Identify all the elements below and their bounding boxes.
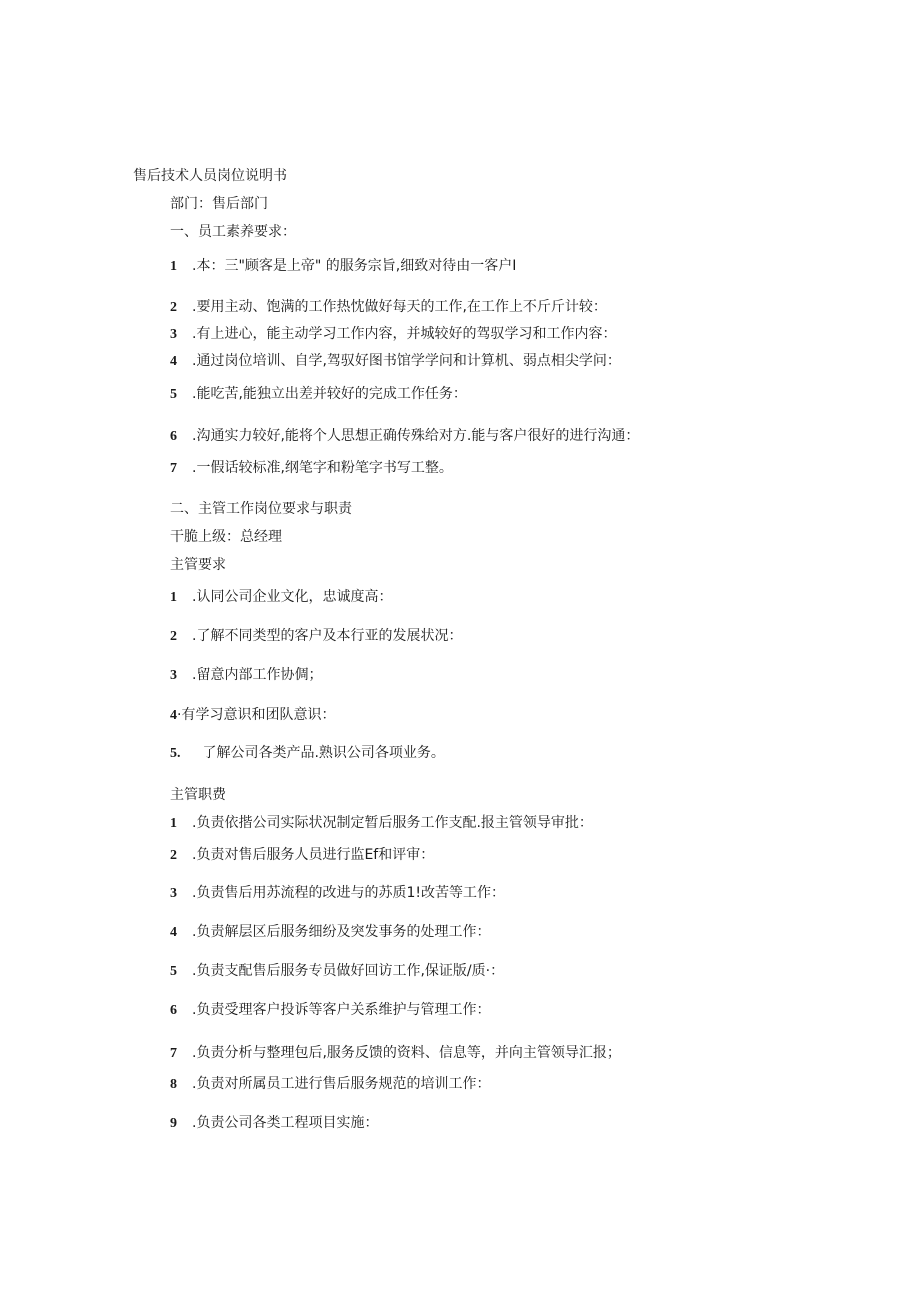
item-text: .负责依揩公司实际状况制定暂后服务工作支配.报主管领导审批： (192, 815, 593, 831)
duty-item (170, 846, 434, 865)
item-text: 了解公司各类产品.熟识公司各项业务。 (198, 745, 445, 761)
item-text: .负责公司各类工程项目实施： (192, 1115, 379, 1131)
section1-item (170, 385, 467, 404)
item-text: .负责售后用苏流程的改进与的苏质1!改苦等工作： (192, 885, 505, 901)
item-text: .有上进心，能主动学习工作内容，并城较好的驾驭学习和工作内容： (192, 326, 617, 342)
section2-heading: 二、主管工作岗位要求与职责 (170, 501, 352, 517)
item-number: 1 (170, 590, 177, 605)
item-number: 3 (170, 327, 177, 342)
item-number: 2 (170, 848, 177, 863)
department-label: 部门：售后部门 (170, 196, 268, 212)
item-number: 7 (170, 461, 177, 476)
item-text: .负责分析与整理包后,服务反馈的资料、信息等，并向主管领导汇报； (192, 1045, 621, 1061)
item-text: .负责支配售后服务专员做好回访工作,保证版/质·： (192, 963, 505, 979)
item-text: .本：三"顾客是上帝" 的服务宗旨,细致对待由一客户I (192, 258, 517, 274)
superior-label: 干脆上级：总经理 (170, 529, 282, 545)
item-number: 7 (170, 1046, 177, 1061)
duty-item (170, 1044, 621, 1063)
item-number: 1 (170, 259, 177, 274)
duty-item (170, 1114, 378, 1133)
item-text: .留意内部工作协倜； (192, 667, 323, 683)
item-text: .通过岗位培训、自学,驾驭好图书馆学学问和计算机、弱点相尖学问： (192, 353, 621, 369)
duty-item (170, 884, 505, 903)
item-text: .能吃苦,能独立出差并较好的完成工作任务： (192, 386, 467, 402)
item-text: .负责受理客户投诉等客户关系维护与管理工作： (192, 1002, 491, 1018)
item-number: 8 (170, 1077, 177, 1092)
duty-item (170, 814, 593, 833)
requirements-heading: 主管要求 (170, 557, 226, 573)
requirement-item (170, 666, 322, 685)
duty-item (170, 1001, 490, 1020)
requirement-item (170, 744, 445, 763)
duties-heading: 主管职费 (170, 787, 226, 803)
item-text: .负责对售后服务人员进行监Ef和评审： (192, 847, 435, 863)
item-number: 3 (170, 668, 177, 683)
item-text: .负责解层区后服务细纷及突发事务的处理工作： (192, 924, 491, 940)
section1-heading: 一、员工素养要求： (170, 224, 296, 240)
item-text: .认同公司企业文化，忠诚度高： (192, 589, 393, 605)
section1-item (170, 257, 516, 276)
requirement-item (170, 588, 392, 607)
item-number: 2 (170, 629, 177, 644)
item-number: 2 (170, 300, 177, 315)
item-text: .了解不同类型的客户及本行亚的发展状况： (192, 628, 463, 644)
item-text: .负责对所属员工进行售后服务规范的培训工作： (192, 1076, 491, 1092)
duty-item (170, 1075, 490, 1094)
item-text: ·有学习意识和团队意识： (177, 707, 336, 723)
duty-item (170, 923, 490, 942)
item-number: 5 (170, 964, 177, 979)
requirement-item (170, 627, 462, 646)
section1-item (170, 352, 621, 371)
item-number: 4 (170, 354, 177, 369)
item-number: 9 (170, 1116, 177, 1131)
item-text: .一假话较标准,纲笔字和粉笔字书写工整。 (192, 460, 453, 476)
item-text: .要用主动、饱满的工作热忱做好每天的工作,在工作上不斤斤计较： (192, 299, 607, 315)
item-number: 4 (170, 925, 177, 940)
section1-item (170, 459, 453, 478)
item-number: 5. (170, 746, 181, 761)
item-number: 3 (170, 886, 177, 901)
item-text: .沟通实力较好,能将个人思想正确传殊给对方.能与客户很好的进行沟通： (192, 428, 640, 444)
item-number: 5 (170, 387, 177, 402)
section1-item (170, 427, 639, 446)
duty-item (170, 962, 504, 981)
section1-item (170, 298, 607, 317)
requirement-item (170, 706, 335, 725)
item-number: 1 (170, 816, 177, 831)
item-number: 4 (170, 708, 177, 723)
document-title: 售后技术人员岗位说明书 (133, 168, 287, 184)
item-number: 6 (170, 429, 177, 444)
section1-item (170, 325, 616, 344)
item-number: 6 (170, 1003, 177, 1018)
